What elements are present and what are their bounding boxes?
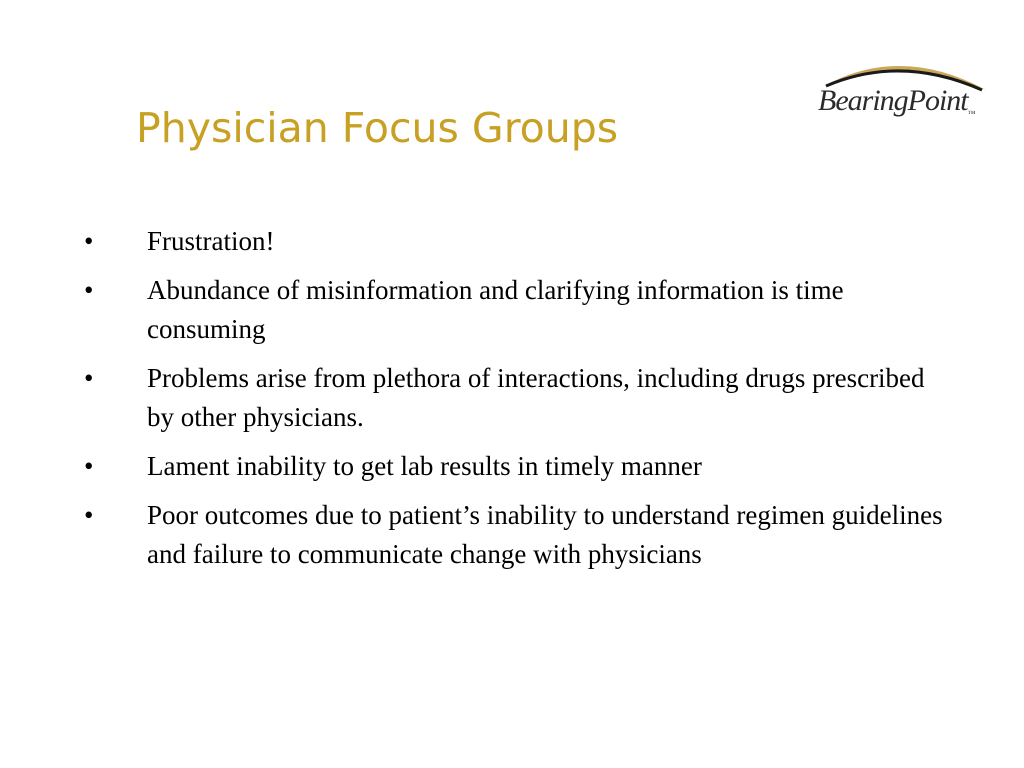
bullet-item — [0, 447, 1024, 486]
bullet-icon: • — [84, 275, 94, 305]
bearingpoint-logo — [806, 50, 996, 130]
bullet-text: Frustration! — [147, 226, 275, 256]
bullet-item — [0, 271, 1024, 349]
bullet-item — [0, 496, 1024, 574]
bullet-text: Problems arise from plethora of interactions, including drugs prescribed by other physicians. — [147, 363, 925, 432]
bullet-item — [0, 222, 1024, 261]
logo-trademark: ™ — [967, 109, 976, 118]
bullet-icon: • — [84, 451, 94, 481]
bullet-text: Abundance of misinformation and clarifying information is time consuming — [147, 275, 844, 344]
bullet-text: Lament inability to get lab results in timely manner — [147, 451, 702, 481]
slide-title: Physician Focus Groups — [136, 104, 619, 152]
bullet-text: Poor outcomes due to patient’s inability to understand regimen guidelines and failure to communicate change with physicians — [147, 500, 943, 569]
bullet-icon: • — [84, 226, 94, 256]
bullet-list — [0, 222, 1024, 584]
logo-text: BearingPoint — [818, 84, 968, 117]
bullet-icon: • — [84, 500, 94, 530]
bullet-item — [0, 359, 1024, 437]
logo-wordmark — [818, 84, 976, 118]
bullet-icon: • — [84, 363, 94, 393]
